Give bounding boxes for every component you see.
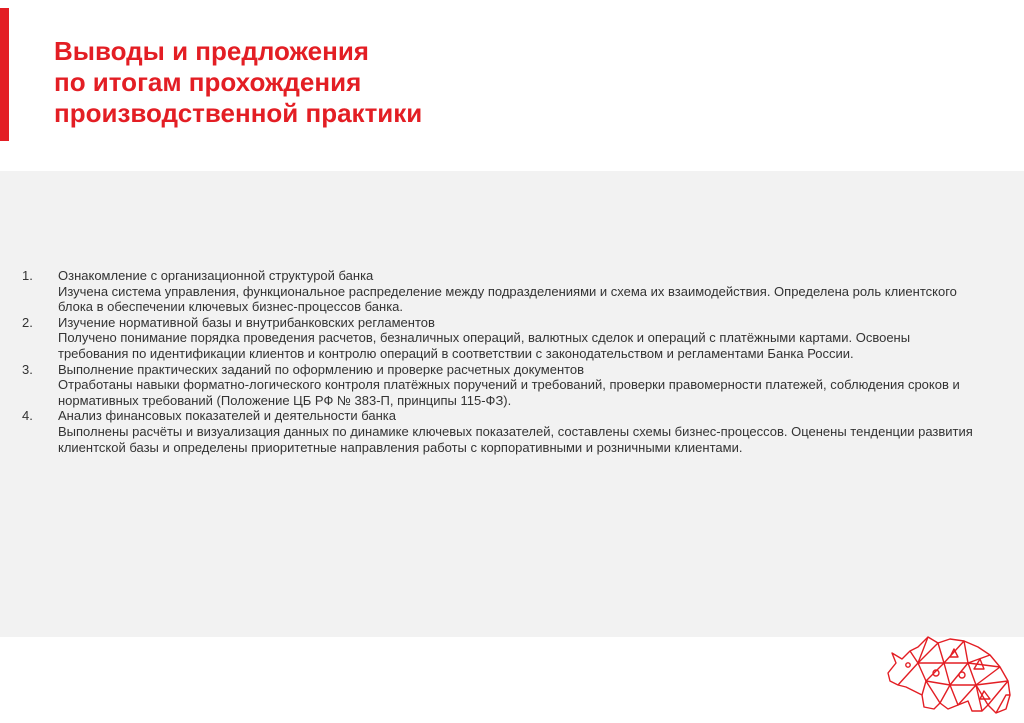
list-item [22, 408, 982, 455]
title-line-1: Выводы и предложения [54, 36, 369, 66]
item-heading: Ознакомление с организационной структурой банка [58, 268, 374, 283]
item-body: Отработаны навыки форматно-логического контроля платёжных поручений и требований, проверки правомерности платежей, соблюдения сроков и нормативных требований (Положение ЦБ РФ № 383-П, принципы 115-ФЗ). [58, 377, 960, 408]
item-number: 2. [22, 314, 33, 330]
item-heading: Выполнение практических заданий по оформлению и проверке расчетных документов [58, 361, 585, 377]
conclusions-list [22, 268, 982, 455]
accent-bar [0, 8, 9, 141]
list-item [22, 315, 982, 362]
item-heading: Изучение нормативной базы и внутрибанковских регламентов [58, 314, 435, 330]
item-text [58, 408, 982, 455]
item-text [58, 362, 982, 409]
page-title [54, 36, 422, 129]
rhino-logo-icon [884, 629, 1016, 717]
item-body: Получено понимание порядка проведения расчетов, безналичных операций, валютных сделок и операций с платёжными картами. Освоены требования по идентификации клиентов и контролю операций в соответствии с законодательством и регламентами Банка России. [58, 330, 911, 361]
list-item [22, 362, 982, 409]
title-line-2: по итогам прохождения [54, 67, 362, 97]
title-line-3: производственной практики [54, 98, 423, 128]
list-item [22, 268, 982, 315]
item-number: 1. [22, 268, 33, 283]
item-number: 3. [22, 361, 33, 377]
item-number: 4. [22, 408, 33, 424]
item-text [58, 268, 982, 315]
item-heading: Анализ финансовых показателей и деятельности банка [58, 408, 396, 424]
item-body: Выполнены расчёты и визуализация данных по динамике ключевых показателей, составлены схемы бизнес-процессов. Оценены тенденции развития клиентской базы и определены приоритетные направления работы с корпоративными и розничными клиентами. [58, 423, 973, 455]
item-text [58, 315, 982, 362]
item-body: Изучена система управления, функциональное распределение между подразделениями и схема их взаимодействия. Определена роль клиентского блока в обеспечении ключевых бизнес-процессов банка. [58, 283, 957, 315]
